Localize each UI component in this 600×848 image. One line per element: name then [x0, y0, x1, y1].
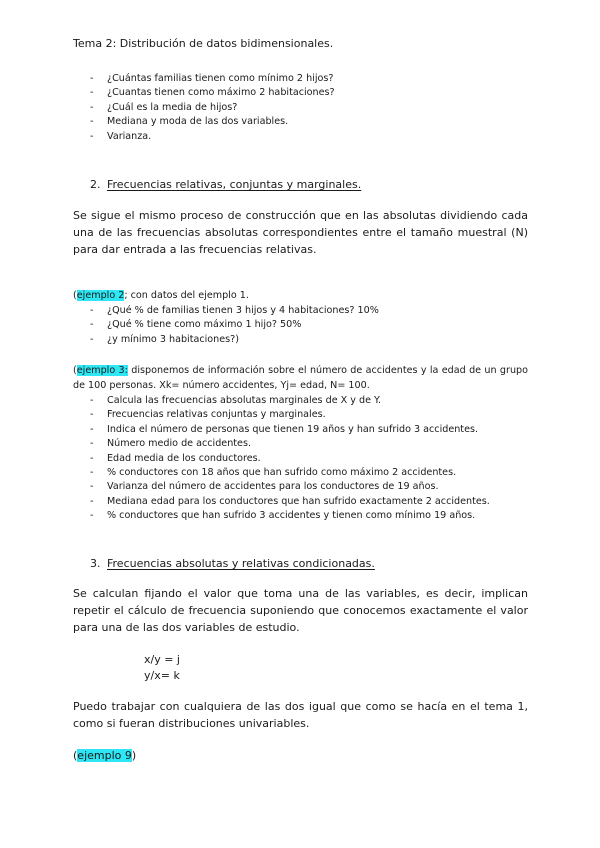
example-2-header: (ejemplo 2; con datos del ejemplo 1. [73, 290, 249, 301]
example-9-tag: ejemplo 9 [77, 749, 132, 762]
example-3-tag: ejemplo 3: [76, 365, 128, 376]
list-item: - ¿Cuál es la media de hijos? [90, 101, 238, 113]
list-item: - Indica el número de personas que tienen 19 años y han sufrido 3 accidentes. [90, 423, 479, 435]
list-item: - ¿y mínimo 3 habitaciones?) [90, 333, 239, 345]
list-item: - % conductores que han sufrido 3 accidentes y tienen como mínimo 19 años. [90, 510, 476, 522]
example-9-reference: (ejemplo 9) [73, 749, 137, 762]
list-item: - Frecuencias relativas conjuntas y marginales. [90, 409, 326, 421]
question-list-2 [90, 304, 530, 347]
list-item: - ¿Cuántas familias tienen como mínimo 2 hijos? [90, 73, 334, 84]
exercise-list-3 [90, 394, 530, 524]
list-item: - % conductores con 18 años que han sufrido como máximo 2 accidentes. [90, 467, 457, 479]
list-item: - ¿Qué % de familias tienen 3 hijos y 4 habitaciones? 10% [90, 305, 379, 316]
list-item: - Edad media de los conductores. [90, 452, 261, 464]
paragraph-conditional-frequencies: Se calculan fijando el valor que toma una de las variables, es decir, implican repetir el cálculo de frecuencia suponiendo que conocemos exactamente el valor para una de las dos variables de estudio. [73, 587, 528, 634]
list-item: - ¿Cuantas tienen como máximo 2 habitaciones? [90, 87, 335, 99]
list-item: - ¿Qué % tiene como máximo 1 hijo? 50% [90, 319, 302, 331]
formula-y-given-x: y/x= k [144, 669, 180, 682]
list-item: - Mediana edad para los conductores que han sufrido exactamente 2 accidentes. [90, 495, 490, 507]
paragraph-relative-frequencies: Se sigue el mismo proceso de construcción que en las absolutas dividiendo cada una de las frecuencias absolutas correspondientes entre el tamaño muestral (N) para dar entrada a las frecuencias relativas. [73, 209, 528, 256]
list-item: - Número medio de accidentes. [90, 438, 251, 450]
example-3-description: (ejemplo 3: disponemos de información sobre el número de accidentes y la edad de un grupo de 100 personas. Xk= número accidentes, Yj= edad, N= 100. [73, 365, 529, 391]
list-item: - Varianza del número de accidentes para los conductores de 19 años. [90, 481, 439, 493]
formula-x-given-y: x/y = j [144, 653, 180, 666]
question-list-1 [90, 72, 530, 144]
section-heading-2: 2. Frecuencias relativas, conjuntas y marginales. [90, 178, 362, 191]
list-item: - Varianza. [90, 130, 152, 142]
list-item: - Mediana y moda de las dos variables. [90, 116, 289, 128]
list-item: - Calcula las frecuencias absolutas marginales de X y de Y. [90, 395, 382, 406]
section-heading-3: 3. Frecuencias absolutas y relativas condicionadas. [90, 557, 375, 570]
page-title: Tema 2: Distribución de datos bidimensionales. [73, 37, 334, 50]
example-2-tag: ejemplo 2 [76, 290, 125, 301]
paragraph-univariate: Puedo trabajar con cualquiera de las dos igual que como se hacía en el tema 1, como si fueran distribuciones univariables. [73, 700, 528, 730]
